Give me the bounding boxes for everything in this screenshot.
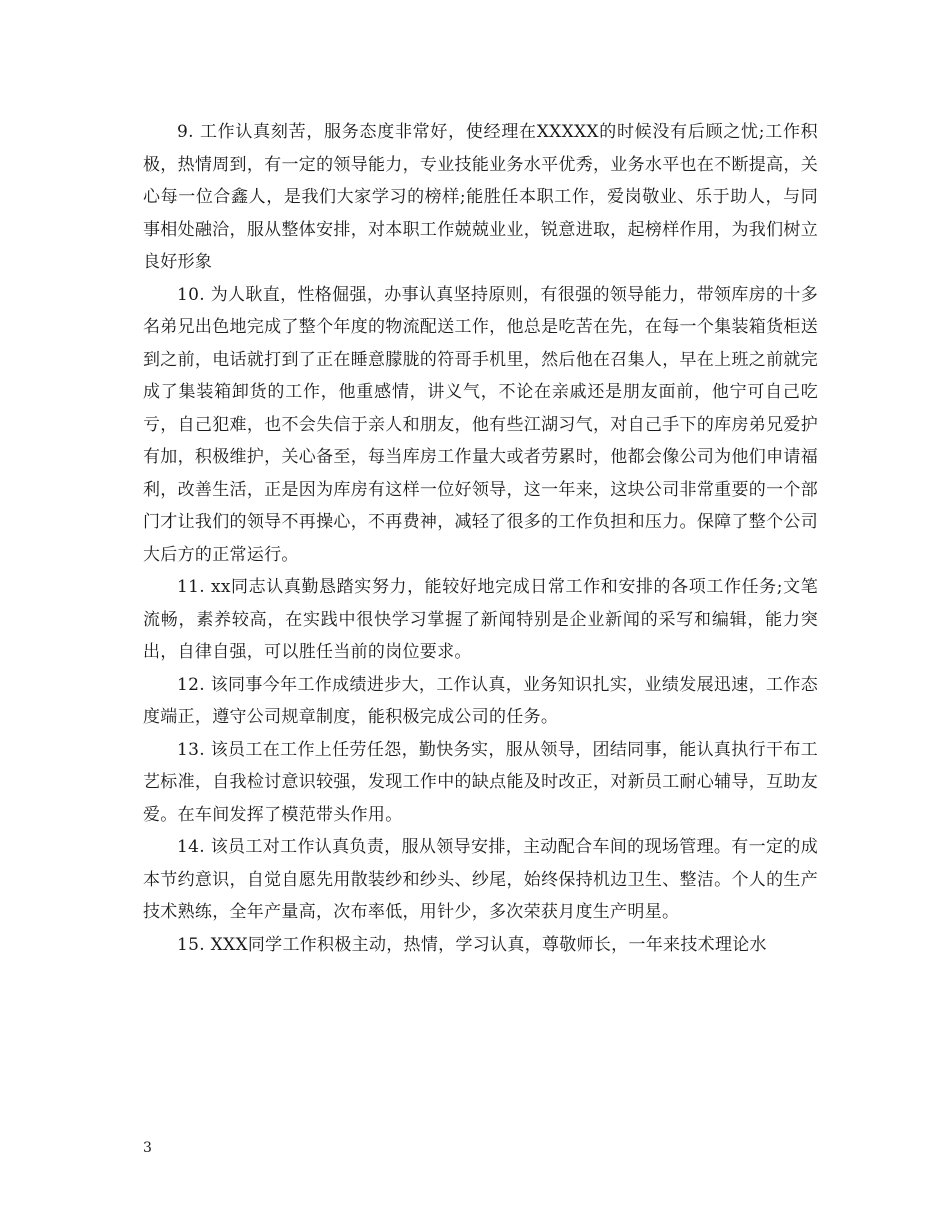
paragraph-10: 10. 为人耿直，性格倔强，办事认真坚持原则，有很强的领导能力，带领库房的十多名弟兄出色地完成了整个年度的物流配送工作，他总是吃苦在先，在每一个集装箱货柜送到之前，电话就打到了正在睡意朦胧的符哥手机里，然后他在召集人，早在上班之前就完成了集装箱卸货的工作，他重感情，讲义气，不论在亲戚还是朋友面前，他宁可自己吃亏，自己犯难，也不会失信于亲人和朋友，他有些江湖习气，对自己手下的库房弟兄爱护有加，积极维护，关心备至，每当库房工作量大或者劳累时，他都会像公司为他们申请福利，改善生活，正是因为库房有这样一位好领导，这一年来，这块公司非常重要的一个部门才让我们的领导不再操心，不再费神，减轻了很多的工作负担和压力。保障了整个公司大后方的正常运行。 bbox=[143, 284, 818, 565]
document-body bbox=[143, 116, 818, 961]
paragraph-14: 14. 该员工对工作认真负责，服从领导安排，主动配合车间的现场管理。有一定的成本节约意识，自觉自愿先用散装纱和纱头、纱尾，始终保持机边卫生、整洁。个人的生产技术熟练，全年产量高，次布率低，用针少，多次荣获月度生产明星。 bbox=[143, 837, 818, 922]
paragraph-13: 13. 该员工在工作上任劳任怨，勤快务实，服从领导，团结同事，能认真执行干布工艺标准，自我检讨意识较强，发现工作中的缺点能及时改正，对新员工耐心辅导，互助友爱。在车间发挥了模范带头作用。 bbox=[143, 739, 818, 825]
paragraph-15: 15. XXX同学工作积极主动，热情，学习认真，尊敬师长，一年来技术理论水 bbox=[177, 934, 767, 955]
page-number: 3 bbox=[143, 1140, 152, 1156]
paragraph-9: 9. 工作认真刻苦，服务态度非常好，使经理在XXXXX的时候没有后顾之忧;工作积极，热情周到，有一定的领导能力，专业技能业务水平优秀，业务水平也在不断提高，关心每一位合鑫人，是我们大家学习的榜样;能胜任本职工作，爱岗敬业、乐于助人，与同事相处融洽，服从整体安排，对本职工作兢兢业业，锐意进取，起榜样作用，为我们树立良好形象 bbox=[143, 122, 818, 272]
paragraph-12: 12. 该同事今年工作成绩进步大，工作认真，业务知识扎实，业绩发展迅速，工作态度端正，遵守公司规章制度，能积极完成公司的任务。 bbox=[143, 674, 818, 727]
paragraph-11: 11. xx同志认真勤恳踏实努力，能较好地完成日常工作和安排的各项工作任务;文笔流畅，素养较高，在实践中很快学习掌握了新闻特别是企业新闻的采写和编辑，能力突出，自律自强，可以胜任当前的岗位要求。 bbox=[143, 577, 818, 662]
